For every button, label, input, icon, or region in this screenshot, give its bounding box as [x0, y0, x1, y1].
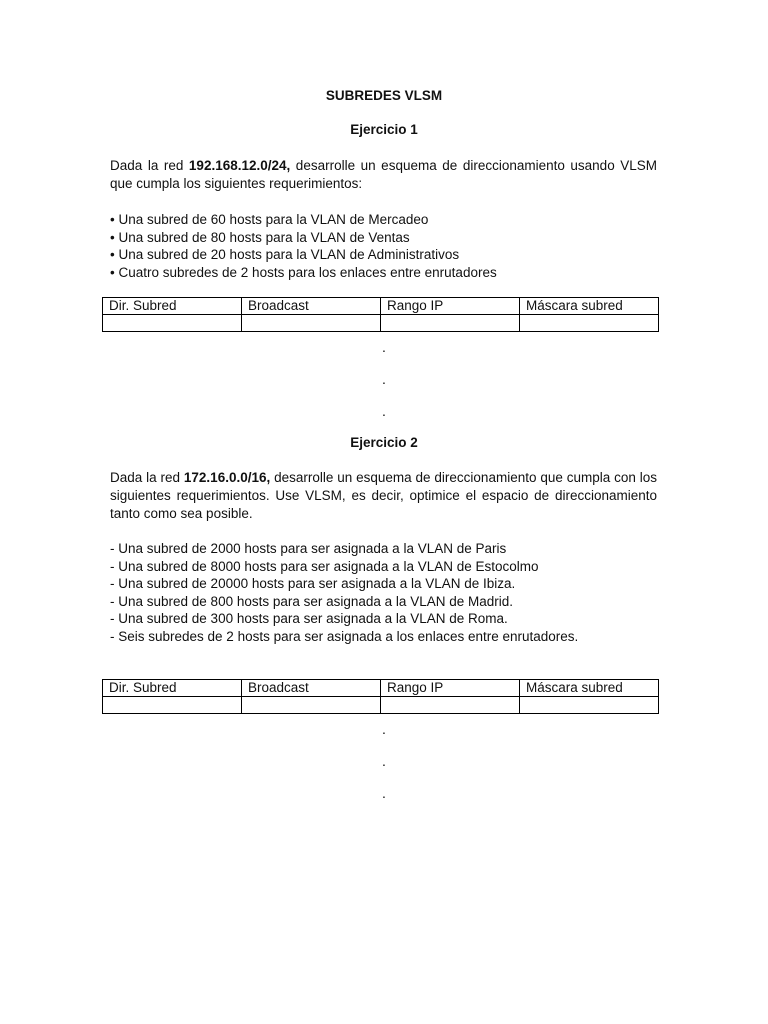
column-header-mascara-subred: Máscara subred	[520, 680, 659, 697]
requirement-item: - Una subred de 300 hosts para ser asignada a la VLAN de Roma.	[110, 611, 508, 626]
table-cell-empty[interactable]	[520, 315, 659, 332]
requirement-item: • Una subred de 80 hosts para la VLAN de Ventas	[110, 229, 410, 245]
ellipsis-dot: .	[382, 339, 386, 355]
ellipsis-dot: .	[382, 753, 386, 769]
exercise-2-intro-prefix: Dada la red	[110, 470, 184, 485]
requirement-item: - Una subred de 8000 hosts para ser asignada a la VLAN de Estocolmo	[110, 558, 539, 574]
exercise-1-intro	[110, 157, 657, 193]
column-header-rango-ip: Rango IP	[381, 680, 520, 697]
document-title: SUBREDES VLSM	[325, 88, 443, 103]
table-row	[103, 315, 659, 332]
table-cell-empty[interactable]	[242, 697, 381, 714]
exercise-2-network: 172.16.0.0/16,	[183, 470, 271, 485]
ellipsis-dot: .	[382, 403, 386, 419]
table-cell-empty[interactable]	[103, 697, 242, 714]
table-cell-empty[interactable]	[103, 315, 242, 332]
requirement-item: • Una subred de 60 hosts para la VLAN de Mercadeo	[110, 212, 429, 227]
requirement-item: - Seis subredes de 2 hosts para ser asignada a los enlaces entre enrutadores.	[110, 628, 579, 644]
table-row	[103, 697, 659, 714]
exercise-1-intro-suffix: desarrolle un esquema de direccionamiento usando VLSM que cumpla los siguientes requerimientos:	[110, 158, 657, 191]
ellipsis-dot: .	[382, 785, 386, 801]
column-header-broadcast: Broadcast	[242, 298, 381, 315]
exercise-2-intro	[110, 469, 657, 523]
table-header-row	[103, 298, 659, 315]
exercise-1-heading: Ejercicio 1	[350, 122, 418, 137]
exercise-1-requirements	[110, 211, 670, 281]
table-cell-empty[interactable]	[381, 315, 520, 332]
column-header-mascara-subred: Máscara subred	[520, 298, 659, 315]
column-header-broadcast: Broadcast	[242, 680, 381, 697]
column-header-dir-subred: Dir. Subred	[103, 298, 242, 315]
table-cell-empty[interactable]	[242, 315, 381, 332]
table-header-row	[103, 680, 659, 697]
exercise-2-intro-suffix: desarrolle un esquema de direccionamiento que cumpla con los siguientes requerimientos. Use VLSM, es decir, optimice el espacio de direccionamiento tanto como sea posible.	[110, 470, 658, 521]
exercise-2-requirements	[110, 540, 670, 645]
column-header-dir-subred: Dir. Subred	[103, 680, 242, 697]
table-cell-empty[interactable]	[381, 697, 520, 714]
exercise-1-intro-prefix: Dada la red	[110, 158, 189, 173]
exercise-2-table	[102, 679, 659, 714]
requirement-item: • Una subred de 20 hosts para la VLAN de Administrativos	[110, 247, 460, 262]
column-header-rango-ip: Rango IP	[381, 298, 520, 315]
table-cell-empty[interactable]	[520, 697, 659, 714]
requirement-item: - Una subred de 2000 hosts para ser asignada a la VLAN de Paris	[110, 541, 507, 556]
exercise-2-heading: Ejercicio 2	[350, 435, 418, 450]
ellipsis-dot: .	[382, 371, 386, 387]
requirement-item: • Cuatro subredes de 2 hosts para los enlaces entre enrutadores	[110, 264, 497, 280]
ellipsis-dot: .	[382, 721, 386, 737]
exercise-1-table	[102, 297, 659, 332]
requirement-item: - Una subred de 20000 hosts para ser asignada a la VLAN de Ibiza.	[110, 576, 516, 591]
requirement-item: - Una subred de 800 hosts para ser asignada a la VLAN de Madrid.	[110, 593, 513, 609]
exercise-1-network: 192.168.12.0/24,	[188, 158, 291, 173]
